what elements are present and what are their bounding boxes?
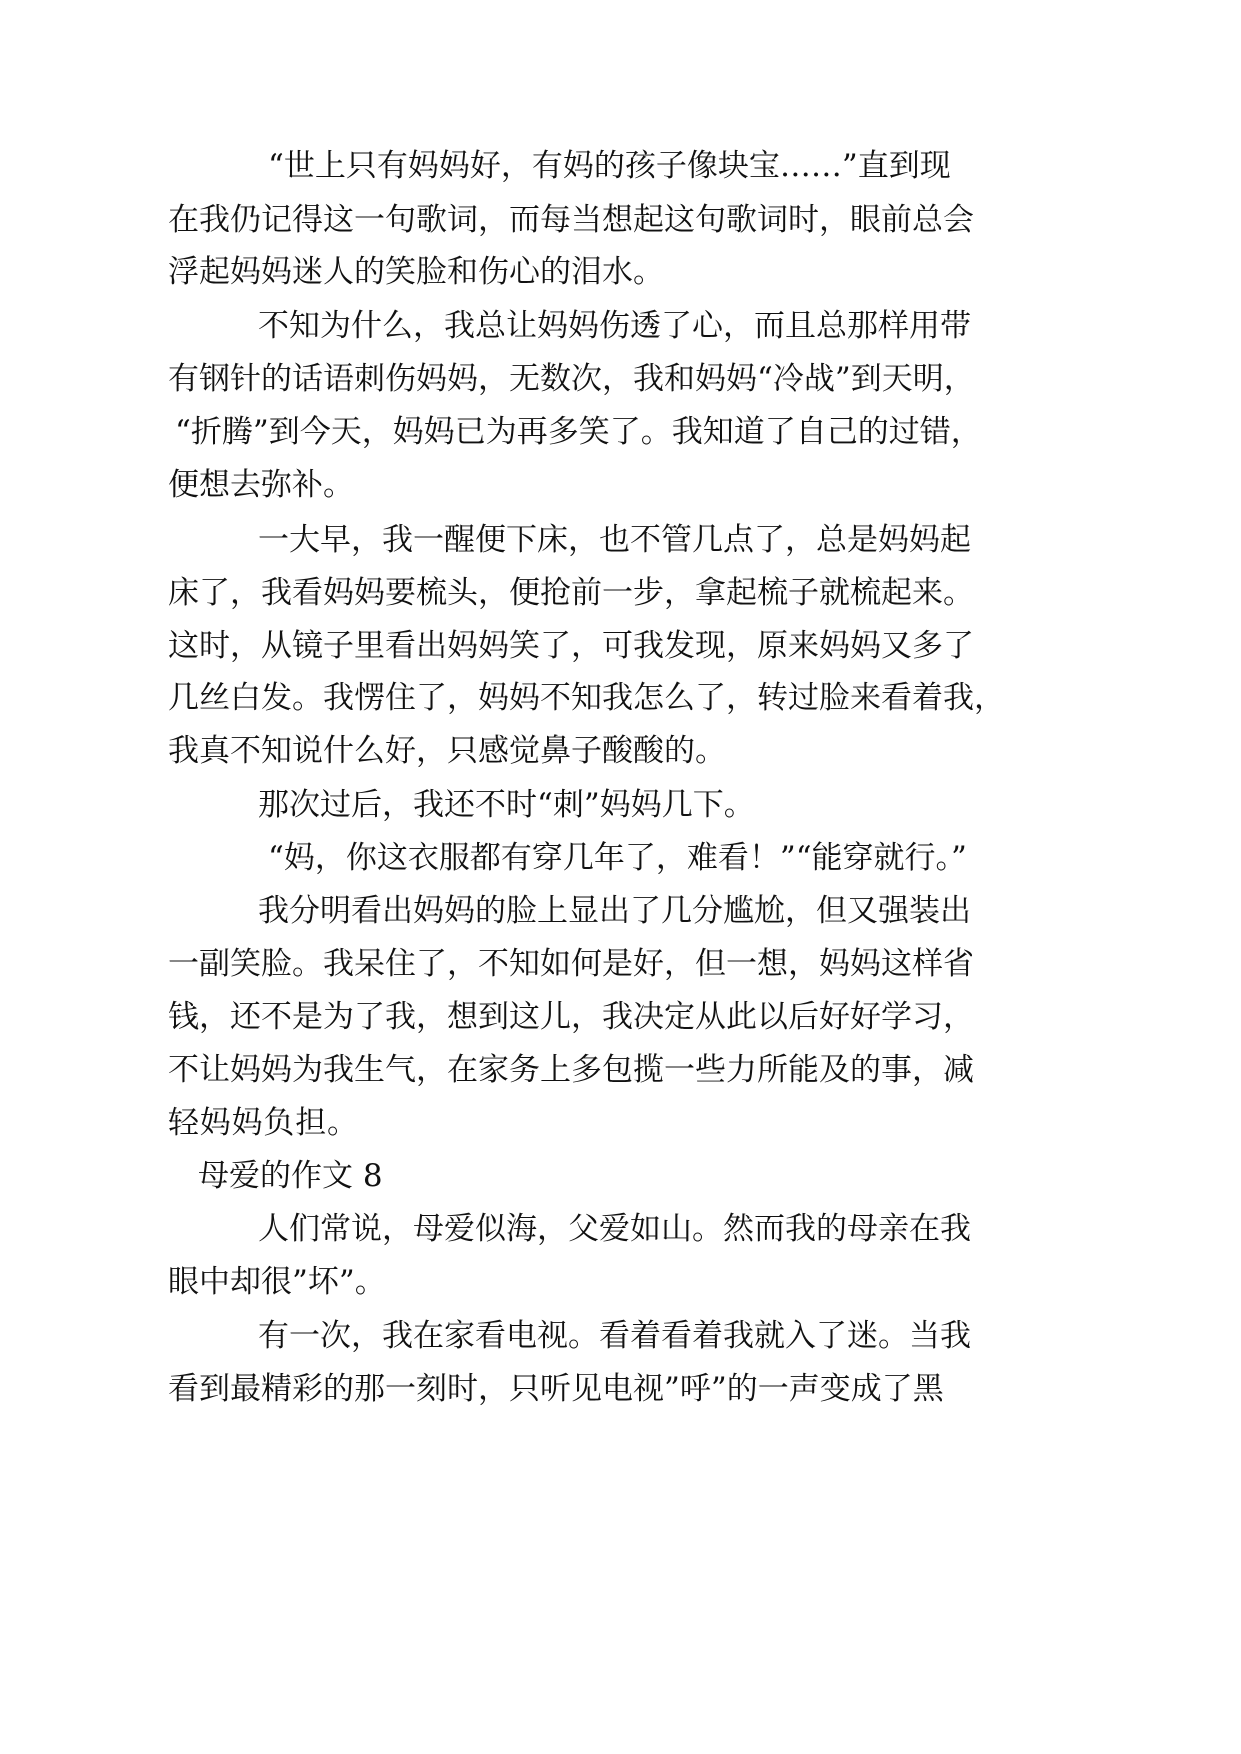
text-line	[0, 668, 1241, 728]
text-line	[0, 1040, 1241, 1100]
text-line	[0, 934, 1241, 994]
text-line	[0, 190, 1241, 250]
paragraph-line-text: 有一次，我在家看电视。看着看着我就入了迷。当我	[258, 1318, 971, 1354]
paragraph-line-text: 人们常说，母爱似海，父爱如山。然而我的母亲在我	[258, 1211, 971, 1247]
paragraph-line-text: 一大早，我一醒便下床，也不管几点了，总是妈妈起	[258, 522, 971, 558]
paragraph-line-text: 看到最精彩的那一刻时，只听见电视”呼”的一声变成了黑	[168, 1371, 944, 1407]
paragraph-line-text: “世上只有妈妈好，有妈的孩子像块宝……”直到现	[268, 148, 951, 184]
text-line	[0, 510, 1241, 570]
text-line	[0, 349, 1241, 409]
paragraph-line-text: 浮起妈妈迷人的笑脸和伤心的泪水。	[168, 254, 664, 290]
paragraph-line-text: 几丝白发。我愣住了，妈妈不知我怎么了，转过脸来看着我，	[168, 680, 1005, 716]
text-line	[0, 455, 1241, 515]
text-line	[0, 721, 1241, 781]
paragraph-line-text: 床了，我看妈妈要梳头，便抢前一步，拿起梳子就梳起来。	[168, 575, 974, 611]
paragraph-line-text: 有钢针的话语刺伤妈妈，无数次，我和妈妈“冷战”到天明，	[168, 361, 975, 397]
paragraph-line-text: 不知为什么，我总让妈妈伤透了心，而且总那样用带	[258, 308, 971, 344]
text-line	[0, 828, 1241, 888]
paragraph-line-text: “折腾”到今天，妈妈已为再多笑了。我知道了自己的过错，	[175, 414, 982, 450]
text-line	[0, 1359, 1241, 1419]
text-line	[0, 1146, 1241, 1206]
text-line	[0, 402, 1241, 462]
paragraph-line-text: 便想去弥补。	[168, 467, 354, 503]
paragraph-line-text: 轻妈妈负担。	[168, 1105, 358, 1141]
paragraph-line-text: 眼中却很”坏”。	[168, 1264, 386, 1300]
text-line	[0, 1199, 1241, 1259]
text-line	[0, 1306, 1241, 1366]
text-line	[0, 563, 1241, 623]
paragraph-line-text: 在我仍记得这一句歌词，而每当想起这句歌词时，眼前总会	[168, 202, 974, 238]
section-heading: 母爱的作文 8	[198, 1158, 383, 1194]
text-line	[0, 987, 1241, 1047]
text-line	[0, 242, 1241, 302]
paragraph-line-text: 我真不知说什么好，只感觉鼻子酸酸的。	[168, 733, 726, 769]
paragraph-line-text: 那次过后，我还不时“刺”妈妈几下。	[258, 787, 755, 823]
text-line	[0, 1093, 1241, 1153]
text-line	[0, 296, 1241, 356]
text-line	[0, 881, 1241, 941]
text-line	[0, 1252, 1241, 1312]
text-line	[0, 775, 1241, 835]
paragraph-line-text: 钱，还不是为了我，想到这儿，我决定从此以后好好学习，	[168, 999, 974, 1035]
paragraph-line-text: 这时，从镜子里看出妈妈笑了，可我发现，原来妈妈又多了	[168, 628, 974, 664]
paragraph-line-text: 一副笑脸。我呆住了，不知如何是好，但一想，妈妈这样省	[168, 946, 974, 982]
text-line	[0, 136, 1241, 196]
paragraph-line-text: “妈，你这衣服都有穿几年了，难看！”“能穿就行。”	[268, 840, 967, 876]
text-line	[0, 616, 1241, 676]
paragraph-line-text: 我分明看出妈妈的脸上显出了几分尴尬，但又强装出	[258, 893, 971, 929]
paragraph-line-text: 不让妈妈为我生气，在家务上多包揽一些力所能及的事，减	[168, 1052, 974, 1088]
